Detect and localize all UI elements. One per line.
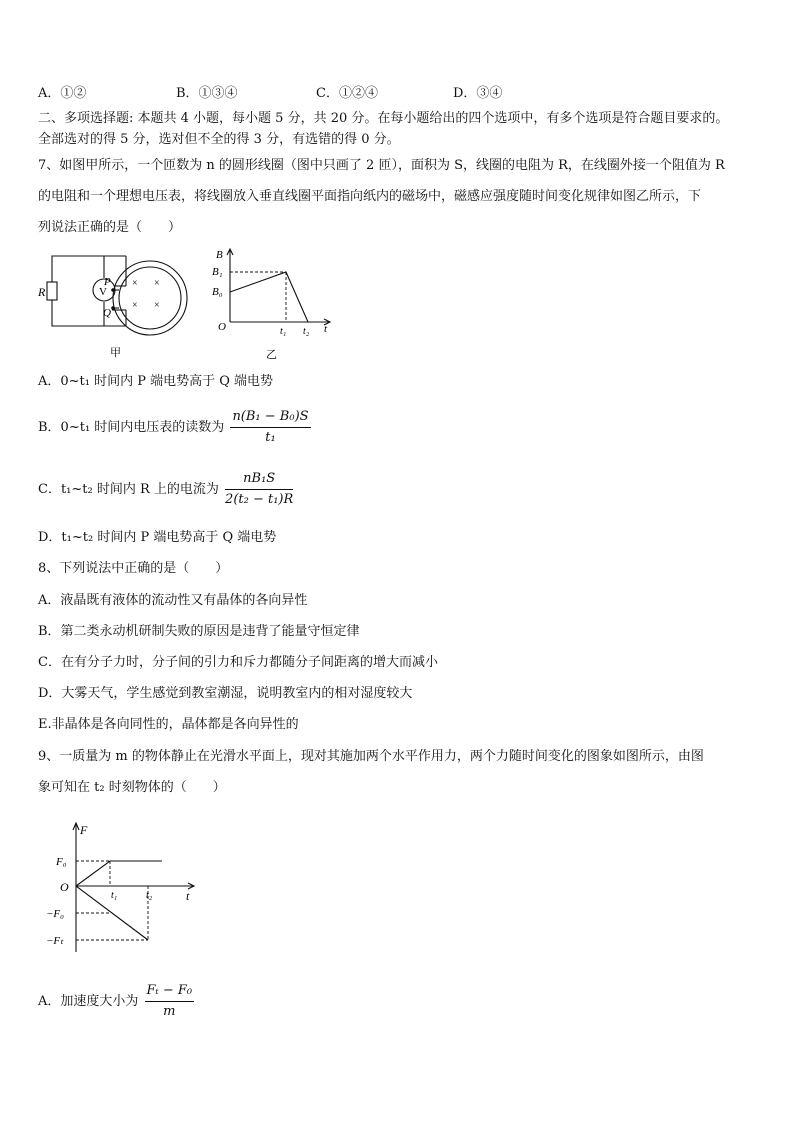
q9-figure-force-graph bbox=[40, 818, 210, 956]
q8-option-b[interactable]: B．第二类永动机研制失败的原因是违背了能量守恒定律 bbox=[38, 624, 360, 639]
q7-figure-yi-graph bbox=[208, 244, 338, 362]
tick-B1: B₁ bbox=[212, 266, 223, 278]
axis-B: B bbox=[216, 249, 223, 261]
q8-option-a[interactable]: A．液晶既有液体的流动性又有晶体的各向异性 bbox=[38, 593, 308, 608]
q7-option-b[interactable] bbox=[38, 408, 311, 447]
q8-stem: 8、下列说法中正确的是（ ） bbox=[38, 561, 229, 576]
q8-option-c[interactable]: C．在有分子力时，分子间的引力和斥力都随分子间距离的增大而减小 bbox=[38, 655, 438, 670]
q7-stem-line1: 7、如图甲所示，一个匝数为 n 的圆形线圈（图中只画了 2 匝），面积为 S，线圈的电阻为 R，在线圈外接一个阻值为 R bbox=[38, 158, 725, 173]
q9-option-a-text: A．加速度大小为 bbox=[38, 994, 139, 1009]
voltmeter-label: V bbox=[99, 286, 107, 298]
field-cross: × bbox=[154, 300, 160, 311]
q8-option-e[interactable]: E.非晶体是各向同性的，晶体都是各向异性的 bbox=[38, 717, 299, 732]
label-R: R bbox=[38, 285, 46, 299]
axis-F: F bbox=[80, 823, 88, 837]
field-cross: × bbox=[132, 278, 138, 289]
q7-option-c[interactable] bbox=[38, 470, 293, 509]
q9-stem-line2: 象可知在 t₂ 时刻物体的（ ） bbox=[38, 780, 226, 795]
fraction-numerator: n(B₁ − B₀)S bbox=[230, 408, 310, 428]
caption-jia: 甲 bbox=[110, 347, 121, 359]
fraction-denominator: t₁ bbox=[265, 430, 276, 445]
q7-stem-line2: 的电阻和一个理想电压表，将线圈放入垂直线圈平面指向纸内的磁场中，磁感应强度随时间变化规律如图乙所示，下 bbox=[38, 189, 702, 204]
q8-option-d[interactable]: D．大雾天气，学生感觉到教室潮湿，说明教室内的相对湿度较大 bbox=[38, 686, 413, 701]
axis-t: t bbox=[186, 889, 190, 903]
tick-F0: F₀ bbox=[56, 856, 67, 868]
q7-stem-line3: 列说法正确的是（ ） bbox=[38, 220, 182, 235]
tick-t1: t₁ bbox=[111, 890, 118, 901]
label-Q: Q bbox=[103, 307, 111, 319]
q7-figure-jia-circuit bbox=[34, 246, 198, 360]
prev-option-a[interactable]: A．①② bbox=[38, 86, 87, 101]
tick-B0: B₀ bbox=[212, 286, 223, 298]
fraction-numerator: nB₁S bbox=[225, 470, 293, 490]
q7-option-c-text: C．t₁~t₂ 时间内 R 上的电流为 bbox=[38, 482, 219, 497]
fraction-numerator: Fₜ − F₀ bbox=[145, 982, 195, 1002]
field-cross: × bbox=[132, 300, 138, 311]
caption-yi: 乙 bbox=[266, 349, 277, 361]
q9-option-a-fraction bbox=[145, 982, 195, 1021]
tick-t1: t₁ bbox=[280, 326, 287, 337]
q7-option-b-text: B．0~t₁ 时间内电压表的读数为 bbox=[38, 420, 225, 435]
tick-t2: t₂ bbox=[303, 326, 310, 337]
q9-stem-line1: 9、一质量为 m 的物体静止在光滑水平面上，现对其施加两个水平作用力，两个力随时间变化的图象如图所示，由图 bbox=[38, 749, 704, 764]
field-cross: × bbox=[154, 278, 160, 289]
origin-O: O bbox=[60, 880, 69, 894]
q7-option-c-fraction bbox=[225, 470, 293, 509]
tick-neg-Ft: −Fₜ bbox=[46, 935, 64, 947]
q9-option-a[interactable] bbox=[38, 982, 194, 1021]
section-2-heading-line1: 二、多项选择题: 本题共 4 小题，每小题 5 分，共 20 分。在每小题给出的四个选项中，有多个选项是符合题目要求的。 bbox=[38, 111, 729, 126]
fraction-denominator: m bbox=[163, 1004, 176, 1019]
origin-O: O bbox=[218, 321, 226, 333]
prev-option-c[interactable]: C．①②④ bbox=[316, 86, 378, 101]
prev-option-d[interactable]: D．③④ bbox=[453, 86, 503, 101]
tick-neg-F0: −F₀ bbox=[46, 908, 64, 920]
tick-t2: t₂ bbox=[146, 890, 153, 901]
axis-t: t bbox=[324, 323, 328, 335]
prev-option-b[interactable]: B．①③④ bbox=[176, 86, 238, 101]
fraction-denominator: 2(t₂ − t₁)R bbox=[225, 492, 294, 507]
section-2-heading-line2: 全部选对的得 5 分，选对但不全的得 3 分，有选错的得 0 分。 bbox=[38, 132, 400, 147]
q7-option-a[interactable]: A．0~t₁ 时间内 P 端电势高于 Q 端电势 bbox=[38, 374, 274, 389]
q7-option-d[interactable]: D．t₁~t₂ 时间内 P 端电势高于 Q 端电势 bbox=[38, 530, 277, 545]
q7-option-b-fraction bbox=[230, 408, 310, 447]
label-P: P bbox=[104, 276, 111, 288]
